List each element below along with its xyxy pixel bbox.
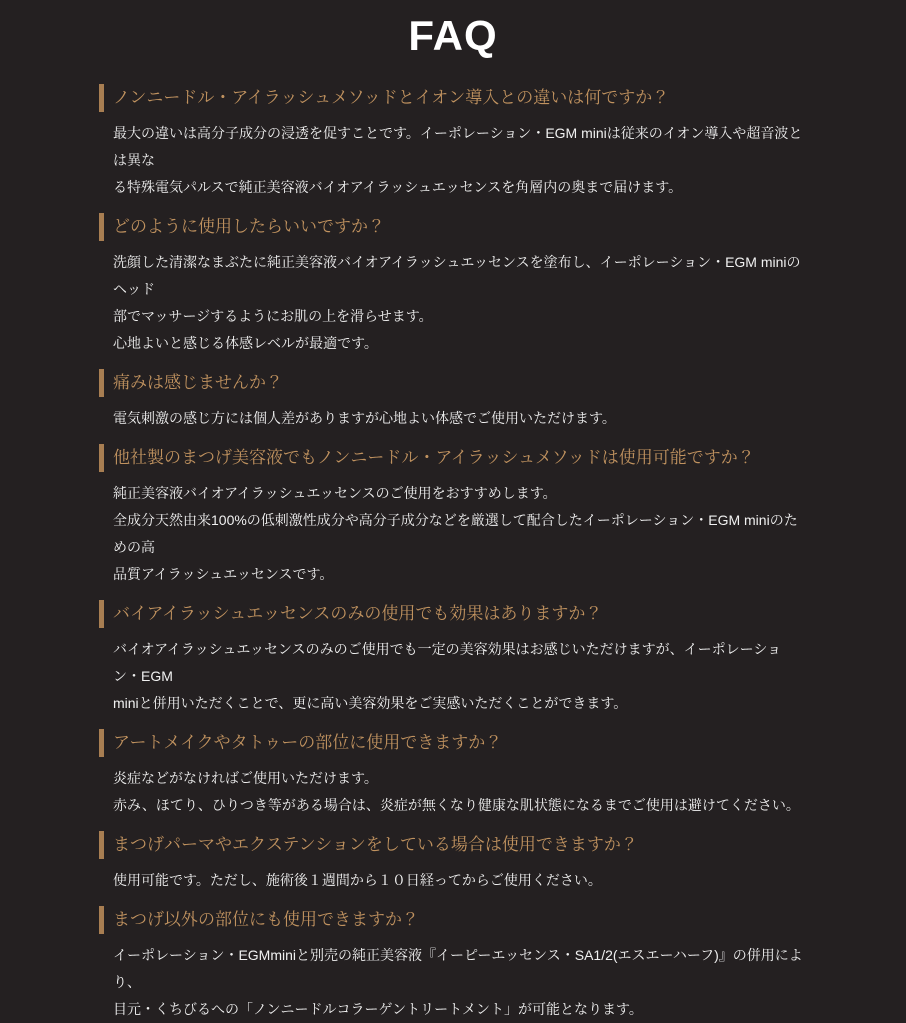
answer-line: 赤み、ほてり、ひりつき等がある場合は、炎症が無くなり健康な肌状態になるまでご使用は避けてください。	[113, 797, 800, 813]
faq-section	[99, 831, 807, 894]
question-accent-bar	[99, 600, 104, 628]
question-text: バイアイラッシュエッセンスのみの使用でも効果はありますか？	[113, 604, 603, 623]
faq-section	[99, 369, 807, 432]
question-text: まつげパーマやエクステンションをしている場合は使用できますか？	[113, 835, 638, 854]
question-text: どのように使用したらいいですか？	[113, 217, 385, 236]
faq-section	[99, 729, 807, 819]
answer-block	[99, 942, 807, 1023]
question-heading	[99, 729, 807, 757]
answer-block	[99, 405, 807, 432]
answer-line: 電気刺激の感じ方には個人差がありますが心地よい体感でご使用いただけます。	[113, 410, 616, 426]
question-accent-bar	[99, 906, 104, 934]
faq-content	[99, 84, 807, 1023]
question-text: 痛みは感じませんか？	[113, 373, 283, 392]
faq-section	[99, 213, 807, 357]
question-heading	[99, 84, 807, 112]
answer-block	[99, 636, 807, 717]
question-heading	[99, 369, 807, 397]
answer-line: 目元・くちびるへの「ノンニードルコラーゲントリートメント」が可能となります。	[113, 1001, 643, 1017]
answer-line: 全成分天然由来100%の低刺激性成分や高分子成分などを厳選して配合したイーポレーション・EGM miniのための高	[113, 512, 798, 555]
answer-line: イーポレーション・EGMminiと別売の純正美容液『イーピーエッセンス・SA1/2(エスエーハーフ)』の併用により、	[113, 947, 803, 990]
answer-block	[99, 480, 807, 588]
faq-section	[99, 444, 807, 588]
question-accent-bar	[99, 84, 104, 112]
answer-line: 部でマッサージするようにお肌の上を滑らせます。	[113, 308, 433, 324]
question-text: ノンニードル・アイラッシュメソッドとイオン導入との違いは何ですか？	[113, 88, 670, 107]
answer-line: る特殊電気パルスで純正美容液バイオアイラッシュエッセンスを角層内の奥まで届けます。	[113, 179, 683, 195]
question-heading	[99, 906, 807, 934]
question-accent-bar	[99, 831, 104, 859]
answer-line: 心地よいと感じる体感レベルが最適です。	[113, 335, 378, 351]
answer-block	[99, 867, 807, 894]
question-accent-bar	[99, 369, 104, 397]
faq-section	[99, 600, 807, 717]
answer-block	[99, 765, 807, 819]
answer-line: miniと併用いただくことで、更に高い美容効果をご実感いただくことができます。	[113, 695, 628, 711]
answer-block	[99, 249, 807, 357]
answer-line: 使用可能です。ただし、施術後１週間から１０日経ってからご使用ください。	[113, 872, 602, 888]
answer-line: 炎症などがなければご使用いただけます。	[113, 770, 378, 786]
page-title: FAQ	[408, 12, 498, 59]
faq-section	[99, 84, 807, 201]
question-accent-bar	[99, 444, 104, 472]
faq-section	[99, 906, 807, 1023]
answer-block	[99, 120, 807, 201]
question-heading	[99, 213, 807, 241]
answer-line: 最大の違いは高分子成分の浸透を促すことです。イーポレーション・EGM miniは従来のイオン導入や超音波とは異な	[113, 125, 803, 168]
answer-line: 純正美容液バイオアイラッシュエッセンスのご使用をおすすめします。	[113, 485, 557, 501]
question-text: 他社製のまつげ美容液でもノンニードル・アイラッシュメソッドは使用可能ですか？	[113, 448, 755, 467]
answer-line: 洗顔した清潔なまぶたに純正美容液バイオアイラッシュエッセンスを塗布し、イーポレーション・EGM miniのヘッド	[113, 254, 801, 297]
question-text: まつげ以外の部位にも使用できますか？	[113, 910, 419, 929]
answer-line: 品質アイラッシュエッセンスです。	[113, 566, 334, 582]
question-accent-bar	[99, 729, 104, 757]
answer-line: バイオアイラッシュエッセンスのみのご使用でも一定の美容効果はお感じいただけますが、イーポレーション・EGM	[113, 641, 782, 684]
question-heading	[99, 600, 807, 628]
question-text: アートメイクやタトゥーの部位に使用できますか？	[113, 733, 503, 752]
question-heading	[99, 831, 807, 859]
question-accent-bar	[99, 213, 104, 241]
question-heading	[99, 444, 807, 472]
